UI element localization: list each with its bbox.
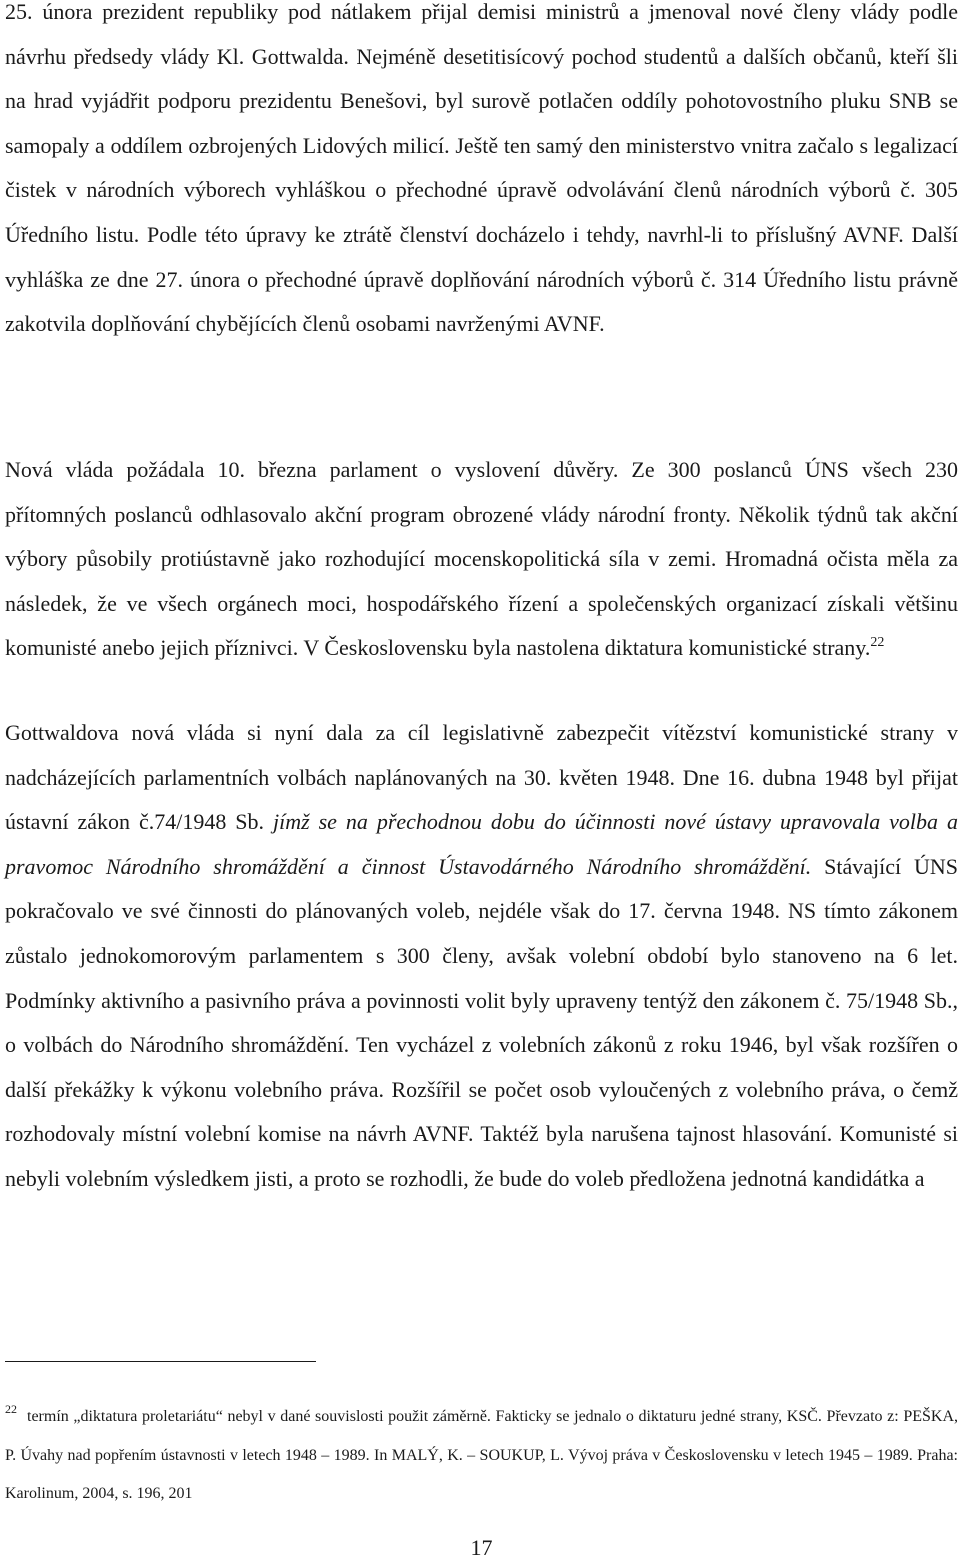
paragraph-text: Gottwaldova nová vláda si nyní dala za cíl legislativně zabezpečit vítězství komunistické strany v nadcházejících parlamentních volbách naplánovaných na 30. květen 1948. Dne 16. dubna 1948 byl přijat ústavní zákon č.74/1948 Sb. [5,720,958,835]
page-number: 17 [470,1535,493,1560]
paragraph-new-government [5,448,958,671]
paragraph-gottwald-government [5,711,958,1202]
footnote [5,1398,958,1514]
paragraph-text: 25. února prezident republiky pod nátlakem přijal demisi ministrů a jmenoval nové členy vlády podle návrhu předsedy vlády Kl. Gottwalda. Nejméně desetitisícový pochod studentů a dalších občanů, kteří šli na hrad vyjádřit podporu prezidentu Benešovi, byl surově potlačen oddíly pohotovostního pluku SNB se samopaly a oddílem ozbrojených Lidových milicí. Ještě ten samý den ministerstvo vnitra začalo s legalizací čistek v národních výborech vyhláškou o přechodné úpravě odvolávání členů národních výborů č. 305 Úředního listu. Podle této úpravy ke ztrátě členství docházelo i tehdy, navrhl-li to příslušný AVNF. Další vyhláška ze dne 27. února o přechodné úpravě doplňování národních výborů č. 314 Úředního listu právně zakotvila doplňování chybějících členů osobami navrženými AVNF. [5,0,958,337]
paragraph-text: Nová vláda požádala 10. března parlament o vyslovení důvěry. Ze 300 poslanců ÚNS všech 230 přítomných poslanců odhlasovalo akční program obrozené vlády národní fronty. Několik týdnů tak akční výbory působily protiústavně jako rozhodující mocenskopolitická síla v zemi. Hromadná očista měla za následek, že ve všech orgánech moci, hospodářského řízení a společenských organizací získali většinu komunisté anebo jejich příznivci. V Československu byla nastolena diktatura komunistické strany. [5,457,958,661]
paragraph-february-events [5,0,958,347]
footnote-number: 22 [5,1402,17,1416]
footnote-separator [5,1361,316,1362]
paragraph-text-continued: Stávající ÚNS pokračovalo ve své činnosti do plánovaných voleb, nejdéle však do 17. června 1948. NS tímto zákonem zůstalo jednokomorovým parlamentem s 300 členy, avšak volební období bylo stanoveno na 6 let. Podmínky aktivního a pasivního práva a povinnosti volit byly upraveny tentýž den zákonem č. 75/1948 Sb., o volbách do Národního shromáždění. Ten vycházel z volebních zákonů z roku 1946, byl však rozšířen o další překážky k výkonu volebního práva. Rozšířil se počet osob vyloučených z volebního práva, o čemž rozhodovaly místní volební komise na návrh AVNF. Taktéž byla narušena tajnost hlasování. Komunisté si nebyli volebním výsledkem jisti, a proto se rozhodli, že bude do voleb předložena jednotná kandidátka a [5,853,958,1191]
footnote-text: termín „diktatura proletariátu“ nebyl v dané souvislosti použit záměrně. Fakticky se jednalo o diktaturu jedné strany, KSČ. Převzato z: PEŠKA, P. Úvahy nad popřením ústavnosti v letech 1948 – 1989. In MALÝ, K. – SOUKUP, L. Vývoj práva v Československu v letech 1945 – 1989. Praha: Karolinum, 2004, s. 196, 201 [5,1408,958,1502]
paragraph-italic-quote: jímž se na přechodnou dobu do účinnosti nové ústavy upravovala volba a pravomoc Národního shromáždění a činnost Ústavodárného Národního shromáždění. [5,809,958,879]
footnote-reference[interactable]: 22 [870,635,885,651]
